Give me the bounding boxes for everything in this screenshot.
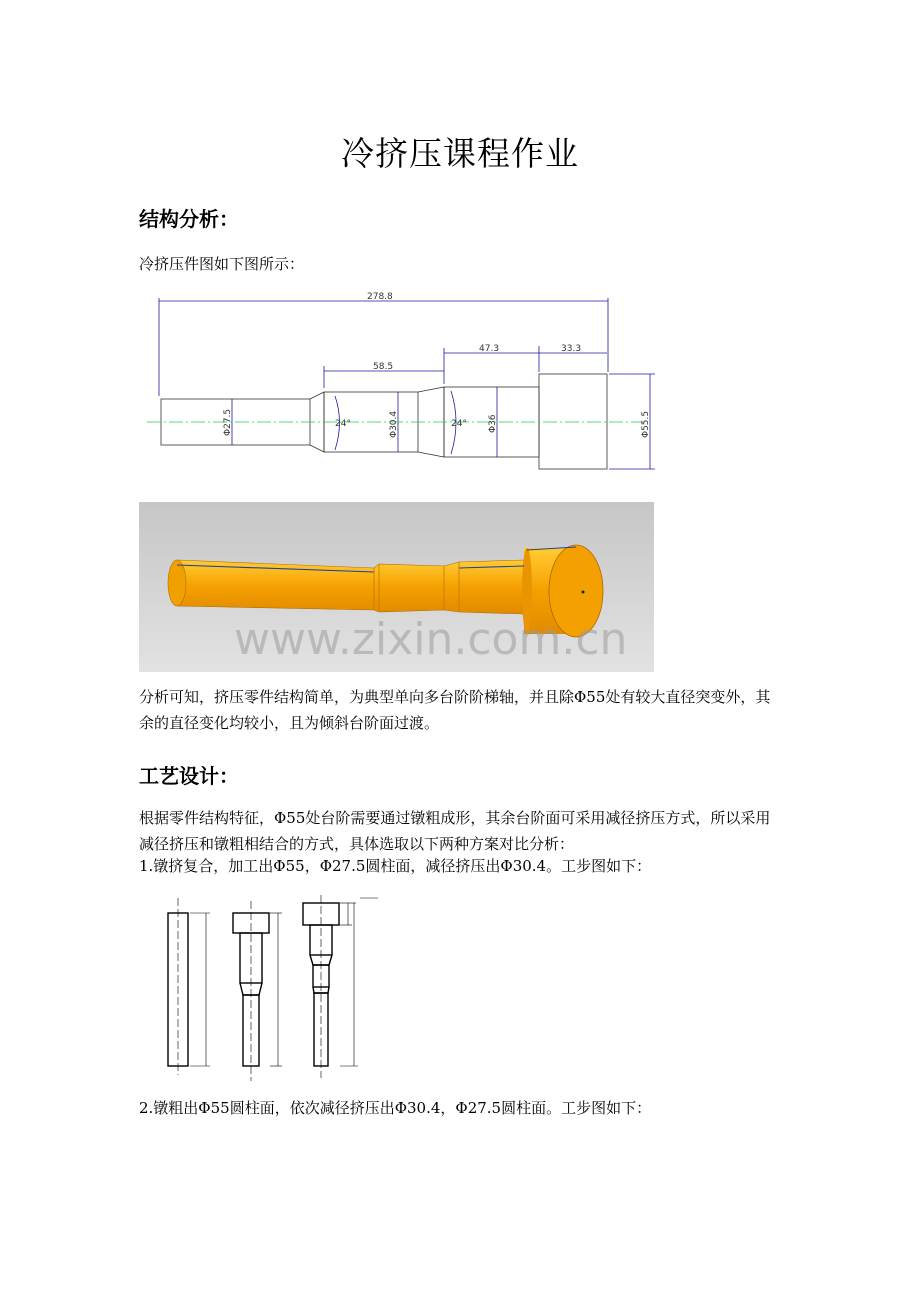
phi-55-label: Φ55.5 [641, 410, 651, 438]
dim-58-label: 58.5 [373, 362, 394, 372]
analysis-paragraph: 分析可知，挤压零件结构简单，为典型单向多台阶阶梯轴，并且除Φ55处有较大直径突变外，其余的直径变化均较小，且为倾斜台阶面过渡。 [139, 688, 771, 732]
page-title: 冷挤压课程作业 [341, 134, 579, 173]
drawing-intro-text: 冷挤压件图如下图所示： [139, 255, 305, 273]
watermark: www.zixin.com.cn [234, 614, 628, 665]
dim-overall-label: 278.8 [367, 292, 393, 302]
phi-27-label: Φ27.5 [223, 408, 233, 436]
process-steps-drawing [160, 893, 385, 1083]
dim-47-label: 47.3 [479, 344, 500, 354]
scheme-1-text: 1.镦挤复合，加工出Φ55，Φ27.5圆柱面，减径挤压出Φ30.4。工步图如下： [139, 857, 652, 875]
phi-36-label: Φ36 [488, 414, 498, 433]
angle-2-label: 24° [451, 419, 467, 429]
part-dimension-drawing [139, 288, 659, 478]
section-heading-structure: 结构分析： [139, 207, 239, 231]
dim-33-label: 33.3 [561, 344, 582, 354]
section-heading-process: 工艺设计： [139, 764, 239, 788]
scheme-2-text: 2.镦粗出Φ55圆柱面，依次减径挤压出Φ30.4，Φ27.5圆柱面。工步图如下： [139, 1099, 652, 1117]
angle-1-label: 24° [335, 419, 351, 429]
process-paragraph: 根据零件结构特征，Φ55处台阶需要通过镦粗成形，其余台阶面可采用减径挤压方式，所以采用减径挤压和镦粗相结合的方式，具体选取以下两种方案对比分析： [139, 809, 771, 853]
part-3d-render [139, 502, 654, 672]
phi-30-label: Φ30.4 [389, 410, 399, 438]
